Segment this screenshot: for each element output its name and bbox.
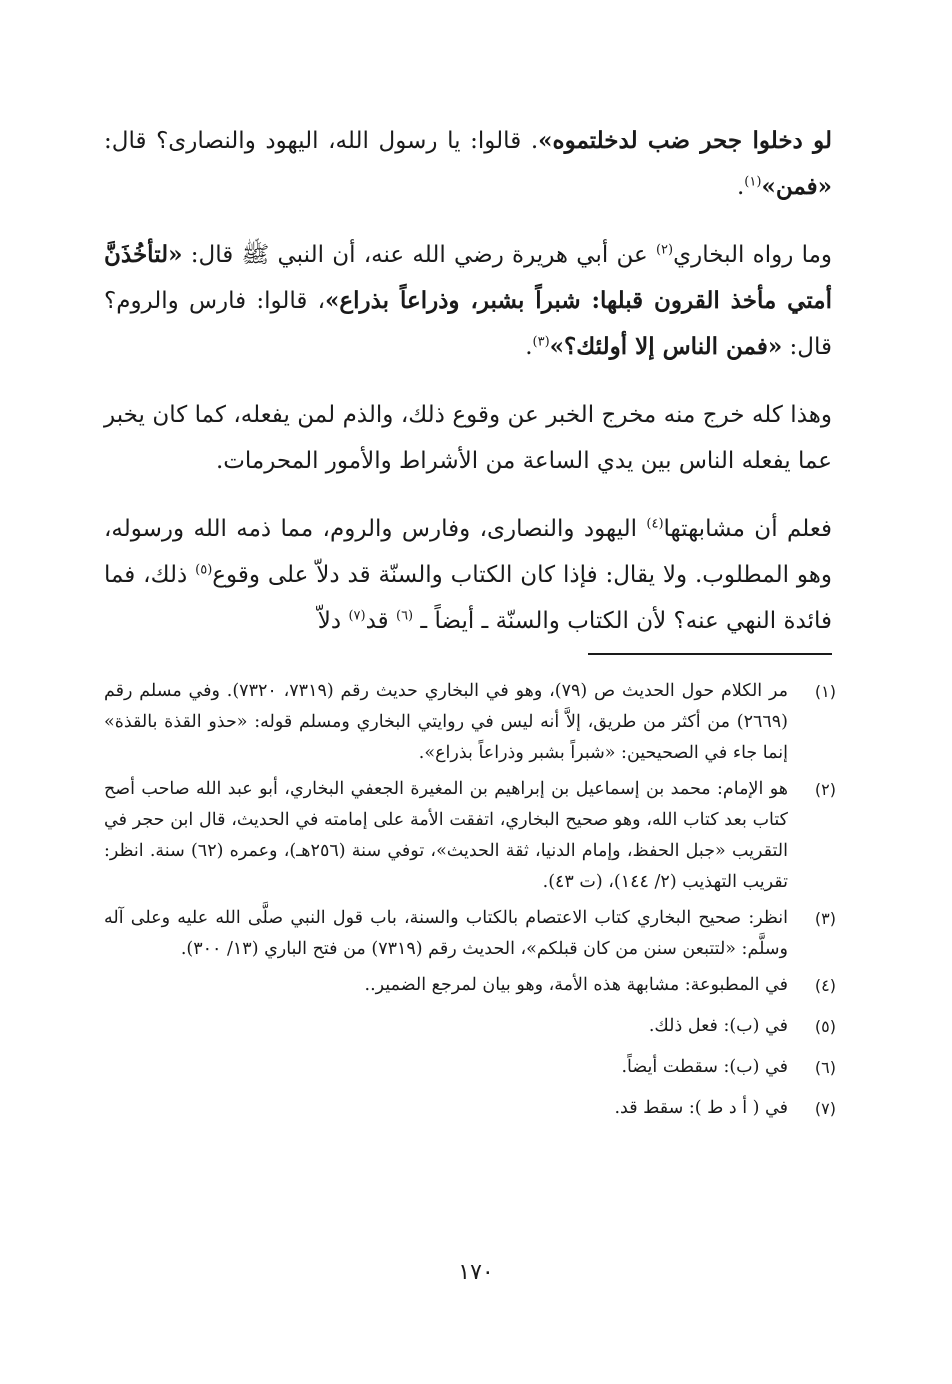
footnote-ref: (٣): [532, 334, 550, 350]
paragraph-text: دلاّ: [317, 608, 349, 634]
footnote-text: هو الإمام: محمد بن إسماعيل بن إبراهيم بن المغيرة الجعفي البخاري، أبو عبد الله صاحب أصح كتاب بعد كتاب الله، وهو صحيح البخاري، اتفقت الأمة على إمامته في الحديث، قال ابن حجر في التقريب «جبل الحفظ، وإمام الدنيا، ثقة الحديث»، توفي سنة (٢٥٦هـ)، وعمره (٦٢) سنة. انظر: تقريب التهذيب (٢/ ١٤٤)، (ت ٤٣).: [104, 779, 788, 892]
hadith-quote: «فمن»: [761, 173, 832, 200]
paragraph-3: وهذا كله خرج منه مخرج الخبر عن وقوع ذلك، والذم لمن يفعله، كما كان يخبر عما يفعله الناس بين يدي الساعة من الأشراط والأمور المحرمات.: [104, 402, 832, 474]
hadith-quote: «لتأخُذَنَّ أمتي مأخذ القرون قبلها: شبراً بشبر، وذراعاً بذراع»: [104, 241, 832, 314]
footnote-text: في المطبوعة: مشابهة هذه الأمة، وهو بيان لمرجع الضمير..: [364, 975, 788, 995]
paragraph-text: ، قالوا: فارس والروم؟ قال:: [104, 288, 832, 360]
footnote-number: (١): [814, 682, 836, 701]
footnote-item: [104, 1011, 836, 1042]
footnote-number: (٧): [814, 1099, 836, 1118]
footnote-item: [104, 774, 836, 898]
footnote-number: (٤): [814, 976, 836, 995]
paragraph-1: [104, 118, 832, 210]
footnote-ref: (٤): [646, 516, 664, 532]
footnotes: [104, 676, 836, 1134]
footnote-divider: [588, 653, 832, 655]
footnote-number: (٣): [814, 909, 836, 928]
paragraph-text: . قالوا: يا رسول الله، اليهود والنصارى؟ قال:: [104, 128, 539, 154]
footnote-item: [104, 903, 836, 965]
footnote-number: (٢): [814, 780, 836, 799]
footnote-number: (٦): [814, 1058, 836, 1077]
footnote-text: في (ب): فعل ذلك.: [648, 1016, 788, 1036]
paragraph-text: اليهود والنصارى، وفارس والروم، مما ذمه الله ورسوله، وهو المطلوب. ولا يقال: فإذا كان الكتاب والسنّة قد دلاّ على وقوع: [104, 516, 832, 588]
footnote-ref: (٦): [395, 608, 414, 624]
main-text: [104, 118, 832, 644]
paragraph-2: [104, 232, 832, 370]
footnote-item: [104, 970, 836, 1001]
footnote-item: [104, 1093, 836, 1124]
hadith-quote: لو دخلوا جحر ضب لدخلتموه»: [538, 127, 832, 154]
paragraph-text: فعلم أن مشابهتها: [663, 516, 832, 542]
footnote-number: (٥): [814, 1017, 836, 1036]
footnote-ref: (٧): [348, 608, 366, 624]
footnote-ref: (٥): [195, 562, 213, 578]
paragraph-text: .: [525, 334, 533, 360]
footnote-ref: (١): [744, 174, 762, 190]
paragraph-text: قد: [365, 608, 396, 634]
footnote-item: [104, 676, 836, 769]
paragraph-text: .: [736, 174, 745, 200]
paragraph-text: عن أبي هريرة رضي الله عنه، أن النبي ﷺ قال:: [190, 242, 656, 268]
footnote-ref: (٢): [655, 242, 674, 258]
footnote-item: [104, 1052, 836, 1083]
page-number: ١٧٠: [458, 1260, 494, 1285]
footnote-text: في ( أ د ط ): سقط قد.: [614, 1098, 788, 1118]
paragraph-4: [104, 506, 832, 644]
paragraph-text: ذلك، فما فائدة النهي عنه؟ لأن الكتاب والسنّة ـ أيضاً ـ: [104, 562, 832, 634]
footnote-text: مر الكلام حول الحديث ص (٧٩)، وهو في البخاري حديث رقم (٧٣١٩، ٧٣٢٠). وفي مسلم رقم (٢٦٦٩) من أكثر من طريق، إلاَّ أنه ليس في روايتي البخاري ومسلم قوله: «حذو القذة بالقذة» إنما جاء في الصحيحين: «شبراً بشبر وذراعاً بذراع».: [104, 681, 788, 763]
footnote-text: في (ب): سقطت أيضاً.: [621, 1057, 788, 1077]
paragraph-text: وما رواه البخاري: [673, 242, 832, 268]
footnote-text: انظر: صحيح البخاري كتاب الاعتصام بالكتاب والسنة، باب قول النبي صلَّى الله عليه وعلى آله وسلَّم: «لتتبعن سنن من كان قبلكم»، الحديث رقم (٧٣١٩) من فتح الباري (١٣/ ٣٠٠).: [104, 908, 788, 959]
hadith-quote: «فمن الناس إلا أولئك؟»: [549, 333, 783, 360]
